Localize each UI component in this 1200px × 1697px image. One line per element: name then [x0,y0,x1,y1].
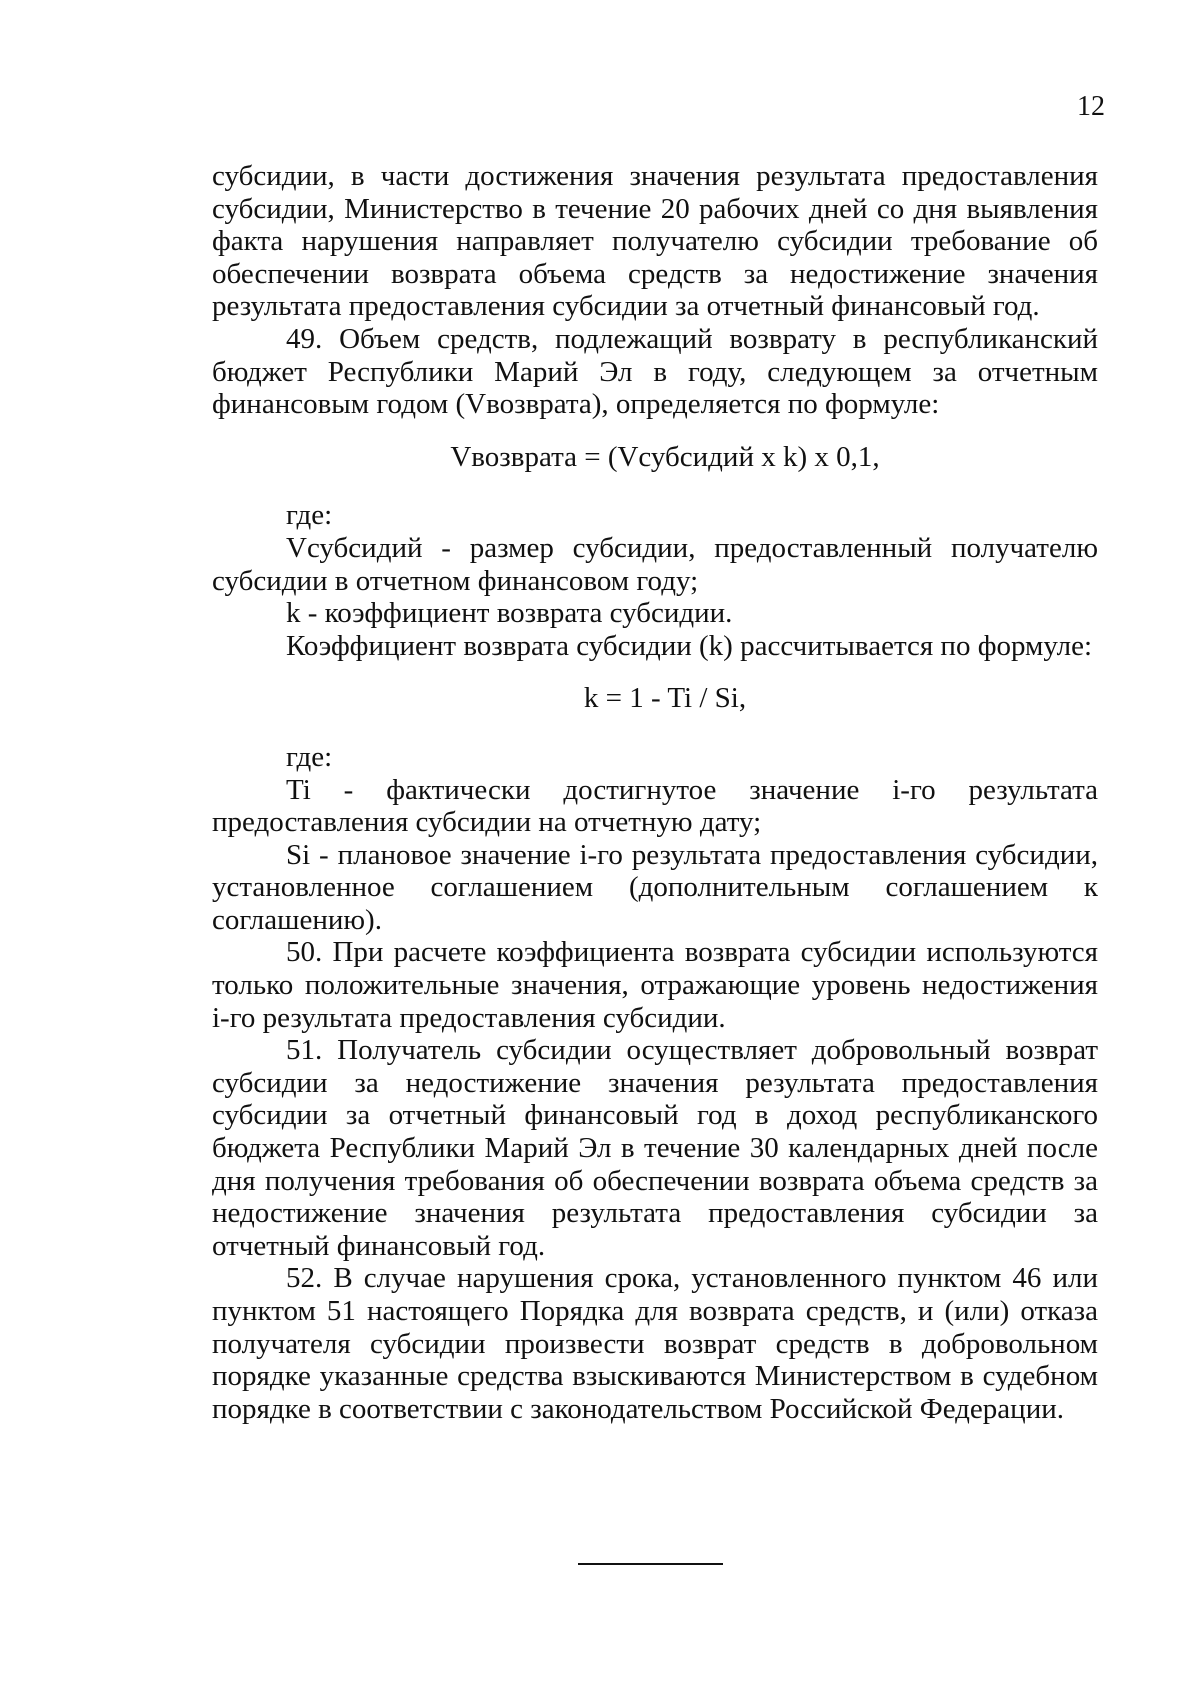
where-label-2: где: [286,740,333,773]
definition-v-subsidy: Vсубсидий - размер субсидии, предоставленный получателю субсидии в отчетном финансовом году; [212,531,1098,597]
paragraph-continuation: субсидии, в части достижения значения результата предоставления субсидии, Министерство в течение 20 рабочих дней со дня выявления факта нарушения направляет получателю субсидии требование об обеспечении возврата объема средств за недостижение значения результата предоставления субсидии за отчетный финансовый год. [212,160,1098,323]
definition-ti: Ti - фактически достигнутое значение i-го результата предоставления субсидии на отчетную дату; [212,773,1098,839]
document-body [212,160,1098,1425]
definition-si: Si - плановое значение i-го результата предоставления субсидии, установленное соглашением (дополнительным соглашением к соглашению). [212,838,1098,936]
page-number: 12 [1077,91,1105,122]
formula-k: k = 1 - Ti / Si, [583,682,747,715]
paragraph-52: 52. В случае нарушения срока, установленного пунктом 46 или пунктом 51 настоящего Порядка для возврата средств, и (или) отказа получателя субсидии произвести возврат средств в добровольном порядке указанные средства взыскиваются Министерством в судебном порядке в соответствии с законодательством Российской Федерации. [212,1262,1098,1425]
where-label-1: где: [286,499,333,532]
formula-v-return: Vвозврата = (Vсубсидий x k) x 0,1, [450,440,880,473]
definition-k: k - коэффициент возврата субсидии. [286,597,733,630]
paragraph-51: 51. Получатель субсидии осуществляет добровольный возврат субсидии за недостижение значения результата предоставления субсидии за отчетный финансовый год в доход республиканского бюджета Республики Марий Эл в течение 30 календарных дней после дня получения требования об обеспечении возврата объема средств за недостижение значения результата предоставления субсидии за отчетный финансовый год. [212,1034,1098,1262]
paragraph-50: 50. При расчете коэффициента возврата субсидии используются только положительные значения, отражающие уровень недостижения i-го результата предоставления субсидии. [212,936,1098,1034]
paragraph-49: 49. Объем средств, подлежащий возврату в республиканский бюджет Республики Марий Эл в году, следующем за отчетным финансовым годом (Vвозврата), определяется по формуле: [212,322,1098,421]
definition-k-formula-intro: Коэффициент возврата субсидии (k) рассчитывается по формуле: [286,629,1093,662]
closing-divider-line [578,1563,723,1565]
